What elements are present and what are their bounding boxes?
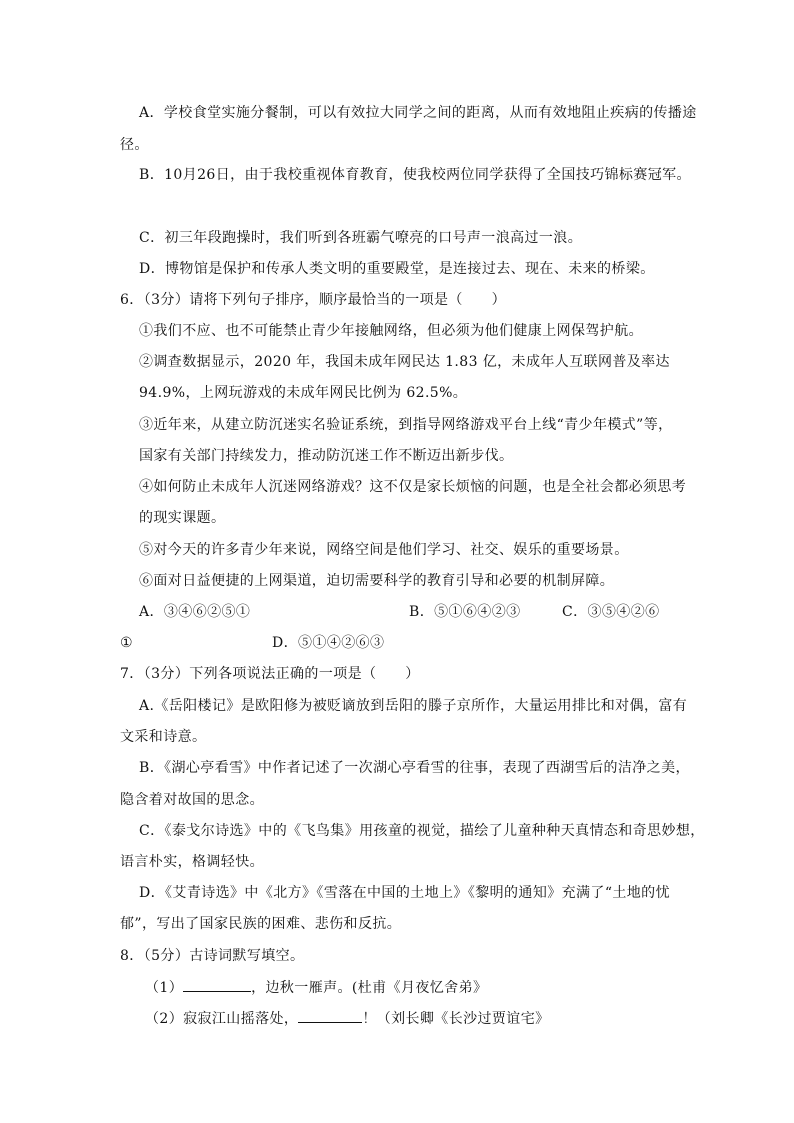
q7-option-a-line2: 文采和诗意。 bbox=[120, 729, 207, 745]
q7-option-b-line1: B．《湖心亭看雪》中作者记述了一次湖心亭看雪的往事，表现了西湖雪后的洁净之美， bbox=[139, 760, 690, 776]
q6-sentence-4-line2: 的现实课题。 bbox=[139, 510, 226, 526]
q7-option-c-line1: C．《泰戈尔诗选》中的《飞鸟集》用孩童的视觉，描绘了儿童种种天真情态和奇思妙想， bbox=[139, 823, 705, 839]
q6-option-b: B．⑤①⑥④②③ bbox=[409, 604, 521, 620]
q5-option-d: D．博物馆是保护和传承人类文明的重要殿堂，是连接过去、现在、未来的桥梁。 bbox=[139, 261, 655, 277]
q6-option-c: C．③⑤④②⑥ bbox=[562, 604, 660, 620]
q6-option-d: D．⑤①④②⑥③ bbox=[272, 635, 385, 651]
q8-item-2-source: ！（刘长卿《长沙过贾谊宅》 bbox=[362, 1011, 550, 1027]
q6-option-c-continued: ① bbox=[120, 635, 133, 651]
q5-option-a-line1: A．学校食堂实施分餐制，可以有效拉大同学之间的距离，从而有效地阻止疾病的传播途 bbox=[139, 105, 697, 121]
q7-option-b-line2: 隐含着对故国的思念。 bbox=[120, 792, 264, 808]
q8-item-1-number: （1） bbox=[145, 980, 184, 996]
q7-option-d-line2: 郁”，写出了国家民族的困难、悲伤和反抗。 bbox=[120, 916, 402, 932]
q5-option-c: C．初三年段跑操时，我们听到各班霸气嘹亮的口号声一浪高过一浪。 bbox=[139, 230, 583, 246]
q6-sentence-3-line1: ③近年来，从建立防沉迷实名验证系统，到指导网络游戏平台上线“青少年模式”等， bbox=[139, 417, 673, 433]
q5-option-b: B．10月26日，由于我校重视体育教育，使我校两位同学获得了全国技巧锦标赛冠军。 bbox=[139, 167, 691, 183]
q8-item-1-blank[interactable] bbox=[183, 977, 251, 992]
q6-option-a: A．③④⑥②⑤① bbox=[139, 604, 251, 620]
q8-item-2-blank[interactable] bbox=[298, 1008, 362, 1023]
q5-option-a-line2: 径。 bbox=[120, 137, 149, 153]
q7-option-d-line1: D．《艾青诗选》中《北方》《雪落在中国的土地上》《黎明的通知》充满了“土地的忧 bbox=[139, 885, 670, 901]
q8-item-2 bbox=[145, 1008, 550, 1029]
q6-sentence-3-line2: 国家有关部门持续发力，推动防沉迷工作不断迈出新步伐。 bbox=[139, 448, 514, 464]
q7-option-a-line1: A.《岳阳楼记》是欧阳修为被贬谪放到岳阳的滕子京所作，大量运用排比和对偶，富有 bbox=[139, 698, 688, 714]
q6-sentence-1: ①我们不应、也不可能禁止青少年接触网络，但必须为他们健康上网保驾护航。 bbox=[139, 323, 643, 339]
q8-item-1-text: ，边秋一雁声。(杜甫《月夜忆舍弟》 bbox=[251, 980, 488, 996]
q8-item-1 bbox=[145, 977, 487, 998]
q7-stem: 7．（3分）下列各项说法正确的一项是（ ） bbox=[120, 666, 420, 682]
q6-sentence-6: ⑥面对日益便捷的上网渠道，迫切需要科学的教育引导和必要的机制屏障。 bbox=[139, 573, 615, 589]
q8-item-2-text: （2）寂寂江山摇落处， bbox=[145, 1011, 299, 1027]
q6-stem: 6．（3分）请将下列句子排序，顺序最恰当的一项是（ ） bbox=[120, 292, 507, 308]
q7-option-c-line2: 语言朴实，格调轻快。 bbox=[120, 854, 264, 870]
q6-sentence-4-line1: ④如何防止未成年人沉迷网络游戏？这不仅是家长烦恼的问题，也是全社会都必须思考 bbox=[139, 479, 687, 495]
q8-stem: 8．（5分）古诗词默写填空。 bbox=[120, 948, 305, 964]
q6-sentence-5: ⑤对今天的许多青少年来说，网络空间是他们学习、社交、娱乐的重要场景。 bbox=[139, 542, 629, 558]
q6-sentence-2-line1: ②调查数据显示，2020 年，我国未成年网民达 1.83 亿，未成年人互联网普及率达 bbox=[139, 354, 670, 370]
q6-sentence-2-line2: 94.9%，上网玩游戏的未成年网民比例为 62.5%。 bbox=[139, 385, 468, 401]
